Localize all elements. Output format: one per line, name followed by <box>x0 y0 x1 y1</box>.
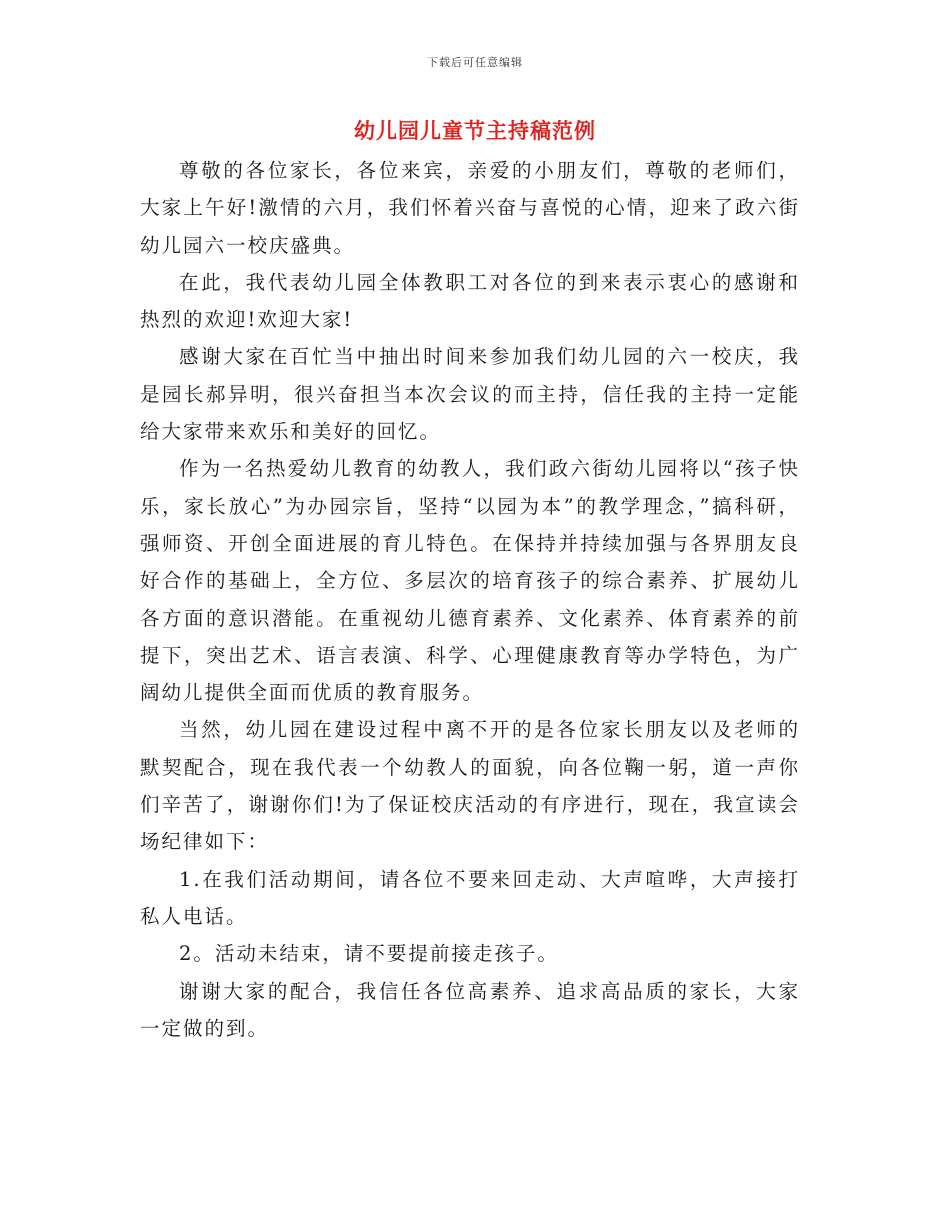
paragraph-school-philosophy: 作为一名热爱幼儿教育的幼教人，我们政六街幼儿园将以“孩子快乐，家长放心”为办园宗旨，坚持“以园为本”的教学理念，”搞科研，强师资、开创全面进展的育儿特色。在保持并持续加强与各界朋友良好合作的基础上，全方位、多层次的培育孩子的综合素养、扩展幼儿各方面的意识潜能。在重视幼儿德育素养、文化素养、体育素养的前提下，突出艺术、语言表演、科学、心理健康教育等办学特色，为广阔幼儿提供全面而优质的教育服务。 <box>140 457 800 705</box>
rule-item-2: 2。活动未结束，请不要提前接走孩子。 <box>179 942 559 966</box>
document-body <box>140 152 800 1047</box>
rule-item-1: 1.在我们活动期间，请各位不要来回走动、大声喧哗，大声接打私人电话。 <box>140 867 800 928</box>
paragraph-greeting: 尊敬的各位家长，各位来宾，亲爱的小朋友们，尊敬的老师们，大家上午好!激情的六月，我们怀着兴奋与喜悦的心情，迎来了政六街幼儿园六一校庆盛典。 <box>140 159 800 257</box>
document-title: 幼儿园儿童节主持稿范例 <box>354 118 596 143</box>
paragraph-closing: 谢谢大家的配合，我信任各位高素养、追求高品质的家长，大家一定做的到。 <box>140 979 800 1040</box>
paragraph-welcome: 在此，我代表幼儿园全体教职工对各位的到来表示衷心的感谢和热烈的欢迎!欢迎大家! <box>140 270 800 332</box>
paragraph-host-intro: 感谢大家在百忙当中抽出时间来参加我们幼儿园的六一校庆，我是园长郝异明，很兴奋担当本次会议的而主持，信任我的主持一定能给大家带来欢乐和美好的回忆。 <box>140 345 800 444</box>
paragraph-thanks-and-rules: 当然，幼儿园在建设过程中离不开的是各位家长朋友以及老师的默契配合，现在我代表一个幼教人的面貌，向各位鞠一躬，道一声你们辛苦了，谢谢你们!为了保证校庆活动的有序进行，现在，我宣读会场纪律如下： <box>140 718 800 854</box>
header-note: 下载后可任意编辑 <box>427 56 523 69</box>
